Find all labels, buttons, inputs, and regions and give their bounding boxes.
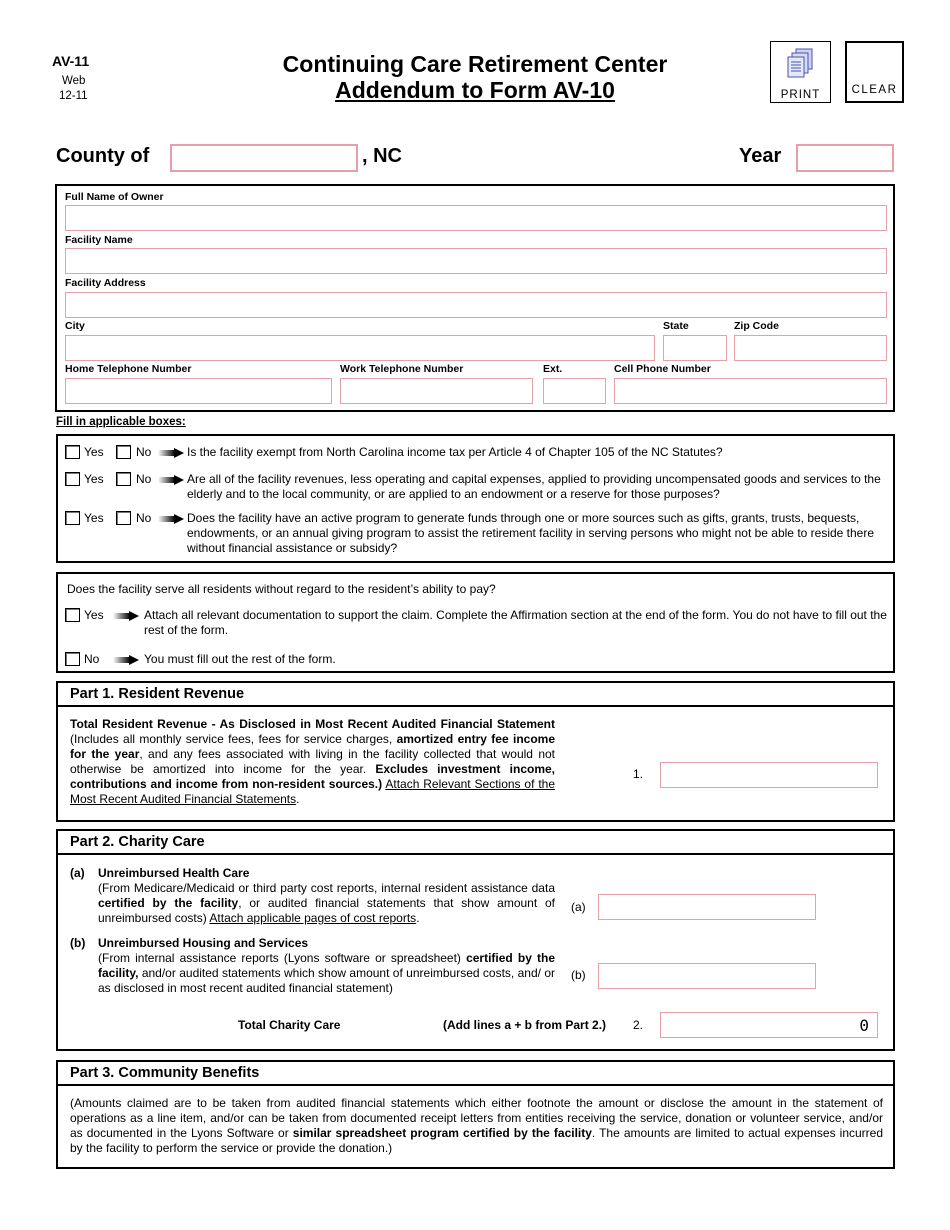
part2-title: Part 2. Charity Care — [58, 831, 893, 855]
part1-attach-link: Attach Relevant Sections of the Most Recent Audited Financial Statements — [70, 777, 555, 806]
part2-a-t1: (From Medicare/Medicaid or third party cost reports, internal resident assistance data — [98, 881, 555, 895]
facility-address-label: Facility Address — [65, 277, 146, 289]
part3-section — [56, 1060, 895, 1169]
state-input[interactable] — [663, 335, 727, 361]
q2-yes-label: Yes — [84, 472, 104, 486]
part2-b-input[interactable] — [598, 963, 816, 989]
year-label: Year — [739, 145, 782, 167]
questions-section — [56, 434, 895, 563]
arrow-icon — [113, 655, 139, 665]
q3-yes-checkbox[interactable] — [65, 511, 80, 525]
q3-no-checkbox[interactable] — [116, 511, 131, 525]
fill-note: Fill in applicable boxes: — [56, 416, 186, 428]
part1-bold2: amortized entry fee income for the year — [70, 732, 555, 761]
city-input[interactable] — [65, 335, 655, 361]
form-web: Web — [62, 75, 86, 87]
q2-no-label: No — [136, 472, 152, 486]
total-charity-label: Total Charity Care — [238, 1018, 341, 1032]
part3-t1: (Amounts claimed are to be taken from audited financial statements which either footnote the amount or disclose the amount in the statement of operations as a line item, and/or can be taken from documented receipt letters from entities receiving the service, donation or volunteer service, and/or as documented in the Lyons Software or — [70, 1096, 883, 1140]
full-name-input[interactable] — [65, 205, 887, 231]
print-icon — [786, 47, 816, 81]
question-3-text: Does the facility have an active program to generate funds through one or more sources such as gifts, grants, trusts, bequests, endowments, or an annual giving program to assist the retirement facility in serving persons who might not be able to reside there without financial assistance or subsidy? — [187, 511, 875, 555]
part2-b-description — [98, 936, 555, 996]
work-phone-label: Work Telephone Number — [340, 363, 464, 375]
part1-title: Part 1. Resident Revenue — [58, 683, 893, 707]
part3-t2: . The amounts are limited to actual expenses incurred by the facility to perform the service or provide the donation.) — [70, 1126, 884, 1155]
part1-t2: , and any fees associated with living in the facility collected that would not otherwise be amortized into income for the year. — [70, 747, 555, 776]
part2-a-description — [98, 866, 555, 926]
part1-section — [56, 681, 895, 822]
county-suffix: , NC — [362, 145, 402, 167]
question-2-text: Are all of the facility revenues, less operating and capital expenses, applied to providing uncompensated goods and services to the elderly and to the local community, or are applied to an endowment or a reserve for those purposes? — [187, 472, 881, 501]
ext-input[interactable] — [543, 378, 606, 404]
part1-t4: . — [296, 792, 300, 806]
ability-to-pay-section — [56, 572, 895, 673]
arrow-icon — [158, 448, 184, 458]
clear-button[interactable] — [845, 41, 904, 103]
part2-b-line: (b) — [571, 968, 586, 982]
part2-b-title: Unreimbursed Housing and Services — [98, 936, 309, 950]
part3-b1: similar spreadsheet program certified by the facility — [292, 1126, 592, 1140]
part2-b-t2: and/or audited statements which show amount of unreimbursed costs, and/ or as disclosed in most recent audited financial statement) — [98, 966, 555, 995]
full-name-label: Full Name of Owner — [65, 191, 164, 203]
ability-yes-checkbox[interactable] — [65, 608, 80, 622]
q2-no-checkbox[interactable] — [116, 472, 131, 486]
state-label: State — [663, 320, 689, 332]
part2-a-tag: (a) — [70, 866, 85, 880]
page-title: Continuing Care Retirement Center — [282, 51, 668, 77]
part2-b-b1: certified by the facility, — [98, 951, 556, 980]
part1-bold3: Excludes investment income, contributions and income from non-resident sources.) — [70, 762, 555, 791]
cell-phone-label: Cell Phone Number — [614, 363, 711, 375]
arrow-icon — [113, 611, 139, 621]
form-rev: 12-11 — [59, 90, 88, 102]
q1-yes-label: Yes — [84, 445, 104, 459]
page-subtitle — [200, 77, 750, 104]
part1-line-number: 1. — [633, 767, 644, 781]
part3-description — [70, 1096, 883, 1156]
part3-title: Part 3. Community Benefits — [58, 1062, 893, 1086]
part2-a-t3: . — [416, 911, 420, 925]
part1-t1: (Includes all monthly service fees, fees for service charges, — [70, 732, 397, 746]
form-id: AV-11 — [52, 53, 90, 69]
total-charity-line: 2. — [633, 1018, 644, 1032]
work-phone-input[interactable] — [340, 378, 533, 404]
q1-no-label: No — [136, 445, 152, 459]
owner-info-section — [55, 184, 895, 412]
print-label: PRINT — [780, 89, 821, 101]
ability-no-label: No — [84, 652, 100, 666]
clear-label: CLEAR — [851, 84, 898, 96]
ability-yes-label: Yes — [84, 608, 104, 622]
subtitle-text: Addendum to Form AV-10 — [335, 77, 615, 103]
home-phone-label: Home Telephone Number — [65, 363, 192, 375]
part1-description — [70, 717, 555, 807]
facility-address-input[interactable] — [65, 292, 887, 318]
part2-a-b1: certified by the facility — [98, 896, 239, 910]
zip-label: Zip Code — [734, 320, 779, 332]
part1-revenue-input[interactable] — [660, 762, 878, 788]
arrow-icon — [158, 514, 184, 524]
part2-b-t1: (From internal assistance reports (Lyons software or spreadsheet) — [98, 951, 467, 965]
zip-input[interactable] — [734, 335, 887, 361]
cell-phone-input[interactable] — [614, 378, 887, 404]
q1-yes-checkbox[interactable] — [65, 445, 80, 459]
facility-name-input[interactable] — [65, 248, 887, 274]
ability-no-text: You must fill out the rest of the form. — [144, 652, 336, 666]
ext-label: Ext. — [543, 363, 563, 375]
county-input[interactable] — [170, 144, 358, 172]
total-charity-input[interactable]: 0 — [660, 1012, 878, 1038]
county-label: County of — [56, 145, 150, 167]
print-button[interactable] — [770, 41, 831, 103]
total-charity-hint: (Add lines a + b from Part 2.) — [443, 1018, 607, 1032]
q2-yes-checkbox[interactable] — [65, 472, 80, 486]
home-phone-input[interactable] — [65, 378, 332, 404]
part1-bold1: Total Resident Revenue - As Disclosed in Most Recent Audited Financial Statement — [70, 717, 555, 731]
q3-no-label: No — [136, 511, 152, 525]
ability-question: Does the facility serve all residents without regard to the resident’s ability to pay? — [67, 582, 496, 596]
year-input[interactable] — [796, 144, 894, 172]
ability-no-checkbox[interactable] — [65, 652, 80, 666]
city-label: City — [65, 320, 85, 332]
part2-b-tag: (b) — [70, 936, 86, 950]
question-1-text: Is the facility exempt from North Carolina income tax per Article 4 of Chapter 105 of the NC Statutes? — [187, 445, 723, 459]
arrow-icon — [158, 475, 184, 485]
q3-yes-label: Yes — [84, 511, 104, 525]
part2-section — [56, 829, 895, 1051]
part2-a-link: Attach applicable pages of cost reports — [209, 911, 417, 925]
facility-name-label: Facility Name — [65, 234, 133, 246]
part2-a-line: (a) — [571, 900, 586, 914]
q1-no-checkbox[interactable] — [116, 445, 131, 459]
part2-a-input[interactable] — [598, 894, 816, 920]
part2-a-t2: , or audited financial statements that show amount of unreimbursed costs) — [98, 896, 556, 925]
part2-a-title: Unreimbursed Health Care — [98, 866, 250, 880]
ability-yes-text: Attach all relevant documentation to support the claim. Complete the Affirmation section at the end of the form. You do not have to fill out the rest of the form. — [144, 608, 887, 637]
